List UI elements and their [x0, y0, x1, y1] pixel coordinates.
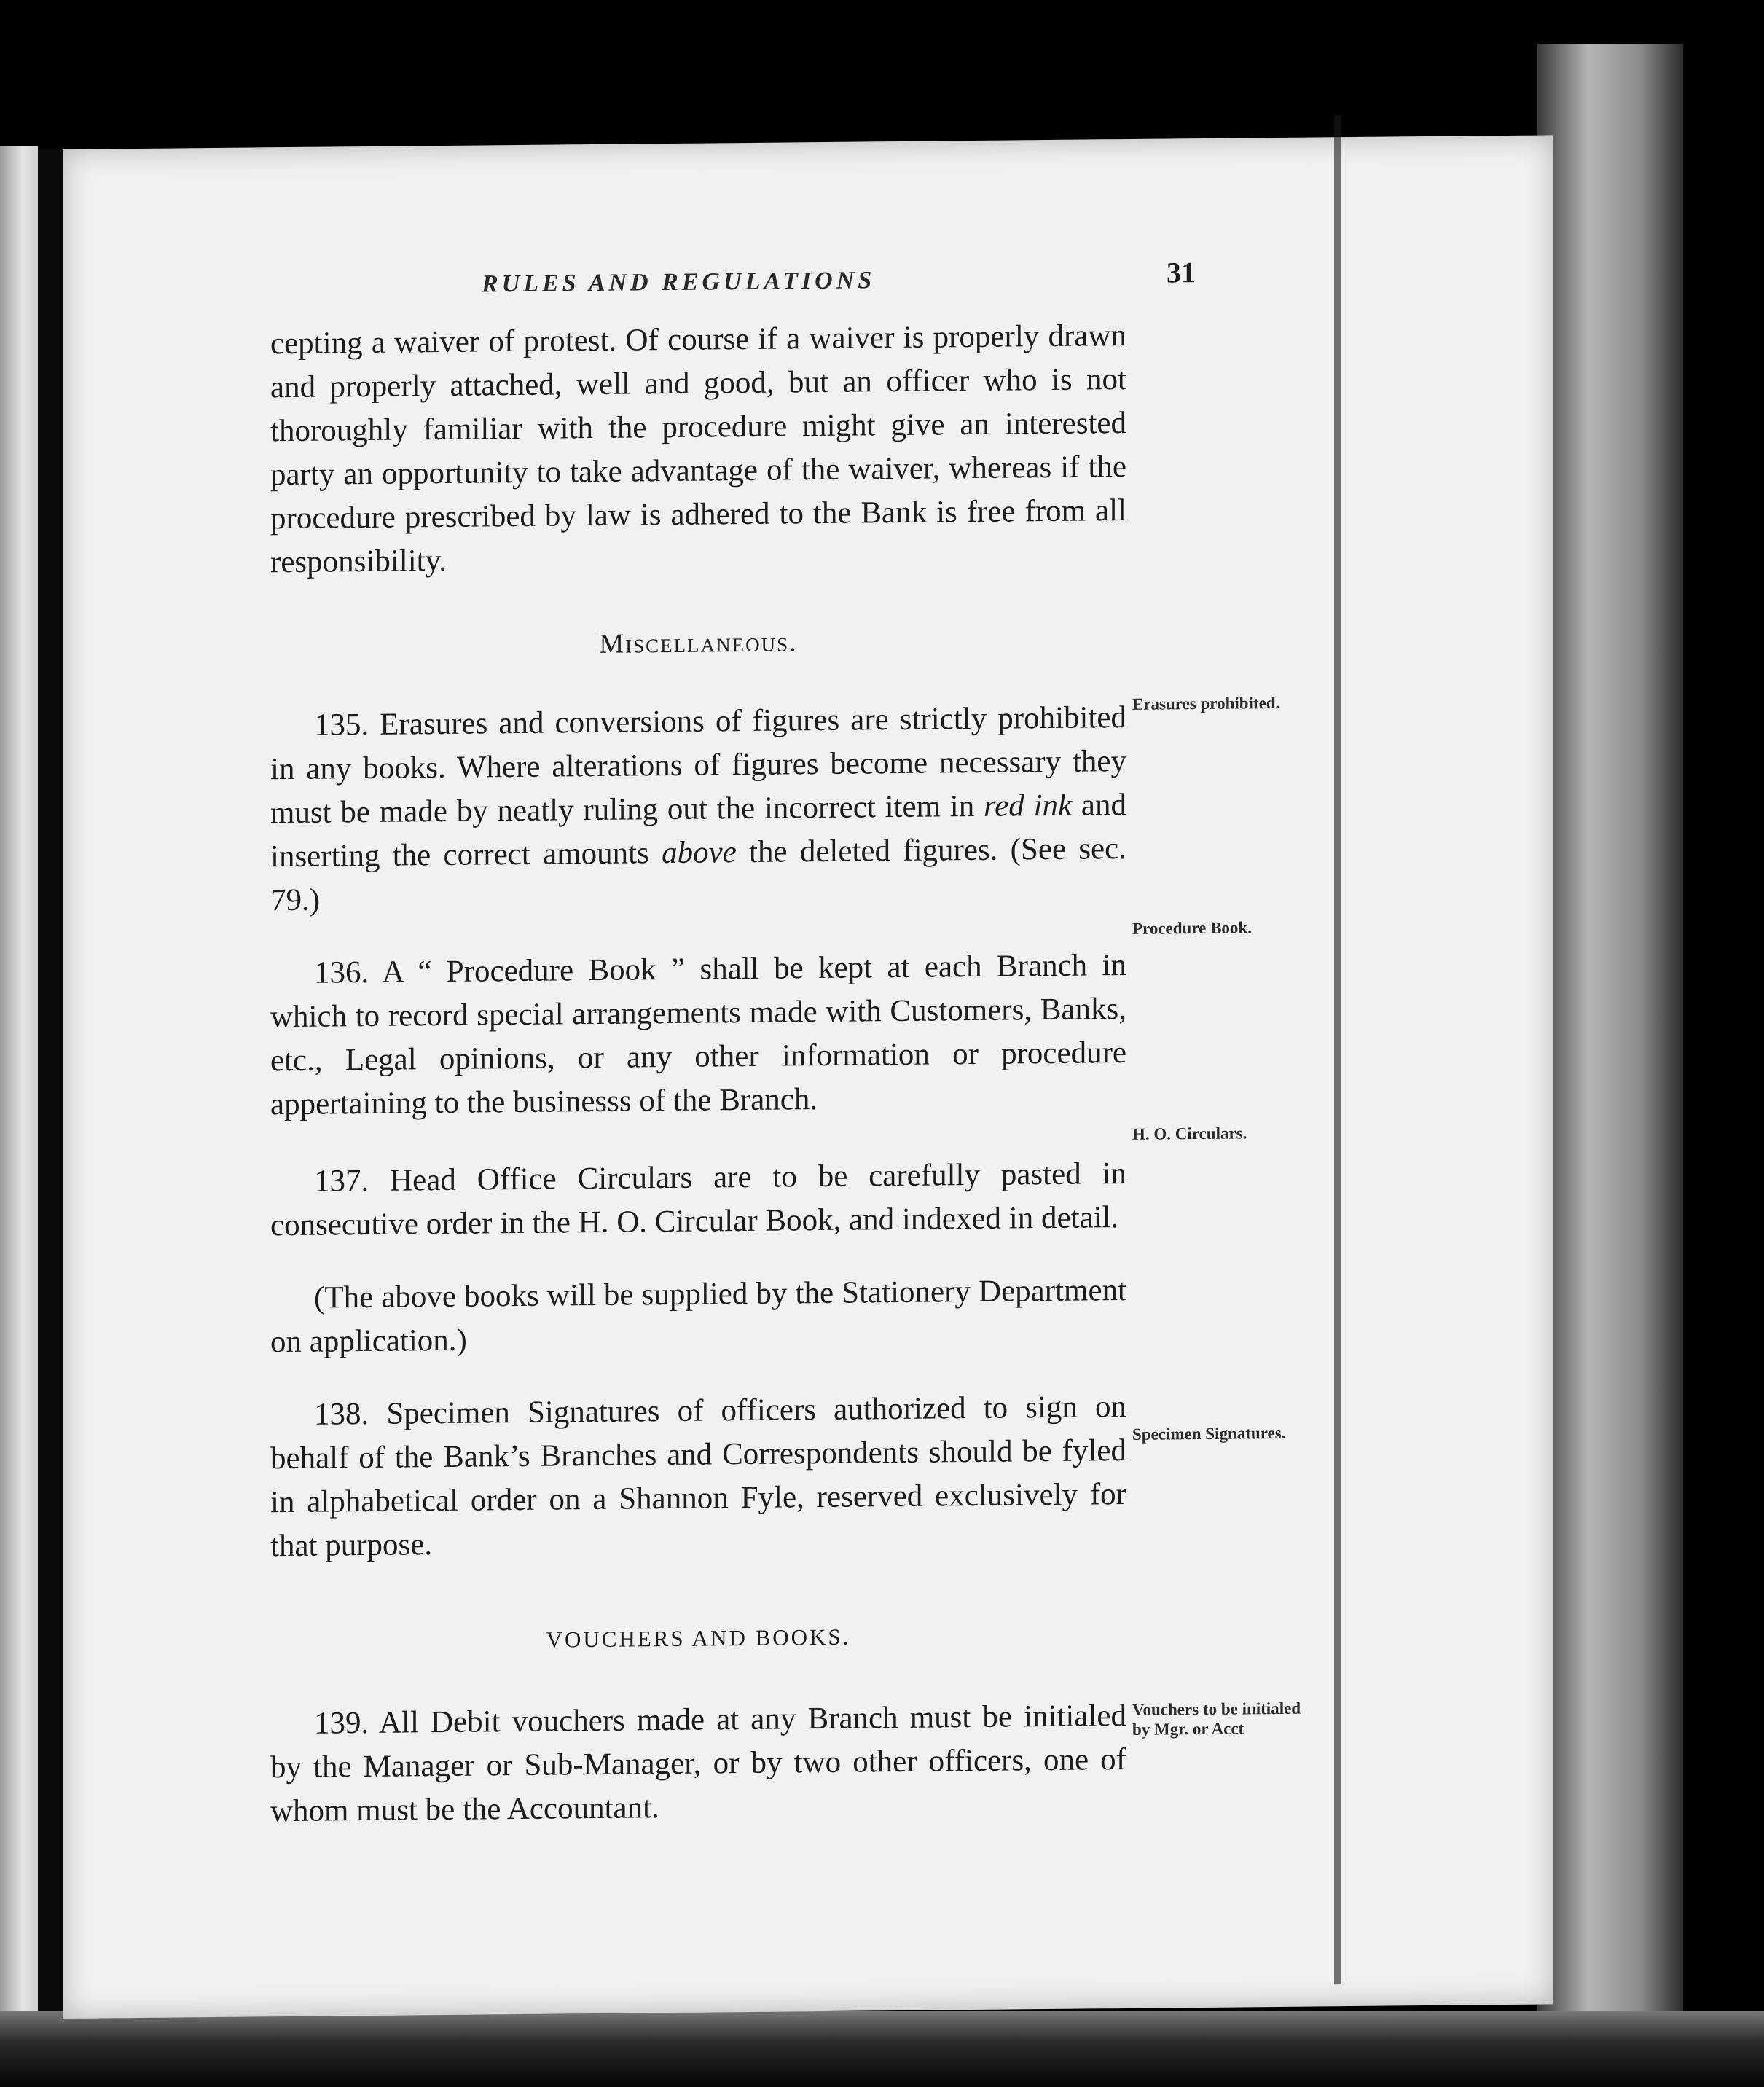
book-page — [63, 135, 1553, 2019]
page-fold-line — [1334, 115, 1341, 1984]
page-header — [482, 255, 1196, 305]
paragraph-136: 136. A “ Procedure Book ” shall be kept at each Branch in which to record special arrangements made with Customers, Banks, etc., Legal opinions, or any other information or procedure appertaining to the businesss of the Branch. — [270, 947, 1126, 1122]
intro-paragraph: cepting a waiver of protest. Of course if a waiver is properly drawn and properly attached, well and good, but an officer who is not thoroughly familiar with the procedure might give an interested party an opportunity to take advantage of the waiver, whereas if the procedure prescribed by law is adhered to the Bank is free from all responsibility. — [270, 318, 1126, 580]
paragraph-137: 137. Head Office Circulars are to be carefully pasted in consecutive order in the H. O. Circular Book, and indexed in detail. — [270, 1156, 1126, 1243]
page-number: 31 — [1167, 256, 1196, 289]
section-heading-miscellaneous: Miscellaneous. — [599, 627, 798, 659]
stationery-note: (The above books will be supplied by the Stationery Department on application.) — [270, 1272, 1126, 1360]
paragraph-135-lead: 135. Erasures and conversions of figures are strictly prohibited in any books. Where alterations of figures become necessary they must be made by neatly ruling out the incorrect item in — [270, 700, 1126, 831]
left-page-edge — [0, 146, 38, 2070]
running-head: RULES AND REGULATIONS — [482, 267, 876, 298]
side-note-specimen-signatures: Specimen Signatures. — [1132, 1423, 1286, 1444]
paragraph-138: 138. Specimen Signatures of officers authorized to sign on behalf of the Bank’s Branches and Correspondents should be fyled in alphabetical order on a Shannon Fyle, reserved exclusively for that purpose. — [270, 1389, 1126, 1564]
paragraph-135-emphasis-red-ink: red ink — [984, 788, 1073, 823]
paragraph-135-tail: the deleted figures. (See sec. 79.) — [270, 831, 1126, 918]
page-body — [270, 314, 1126, 1833]
page-stack-edge — [1537, 44, 1683, 2026]
bottom-shadow — [0, 2011, 1764, 2087]
section-heading-vouchers: VOUCHERS AND BOOKS. — [546, 1624, 851, 1653]
paragraph-135-emphasis-above: above — [662, 835, 737, 871]
paragraph-135-mid: and inserting the correct amounts — [270, 787, 1126, 874]
side-note-procedure-book: Procedure Book. — [1132, 918, 1252, 938]
side-note-erasures: Erasures prohibited. — [1132, 693, 1280, 713]
side-note-vouchers: Vouchers to be initialed by Mgr. or Acct — [1132, 1699, 1301, 1739]
paragraph-135 — [270, 696, 1126, 923]
book-spine — [38, 149, 63, 2066]
paragraph-139: 139. All Debit vouchers made at any Branch must be initialed by the Manager or Sub-Manager, or by two other officers, one of whom must be the Accountant. — [270, 1698, 1126, 1829]
side-note-ho-circulars: H. O. Circulars. — [1132, 1124, 1247, 1143]
